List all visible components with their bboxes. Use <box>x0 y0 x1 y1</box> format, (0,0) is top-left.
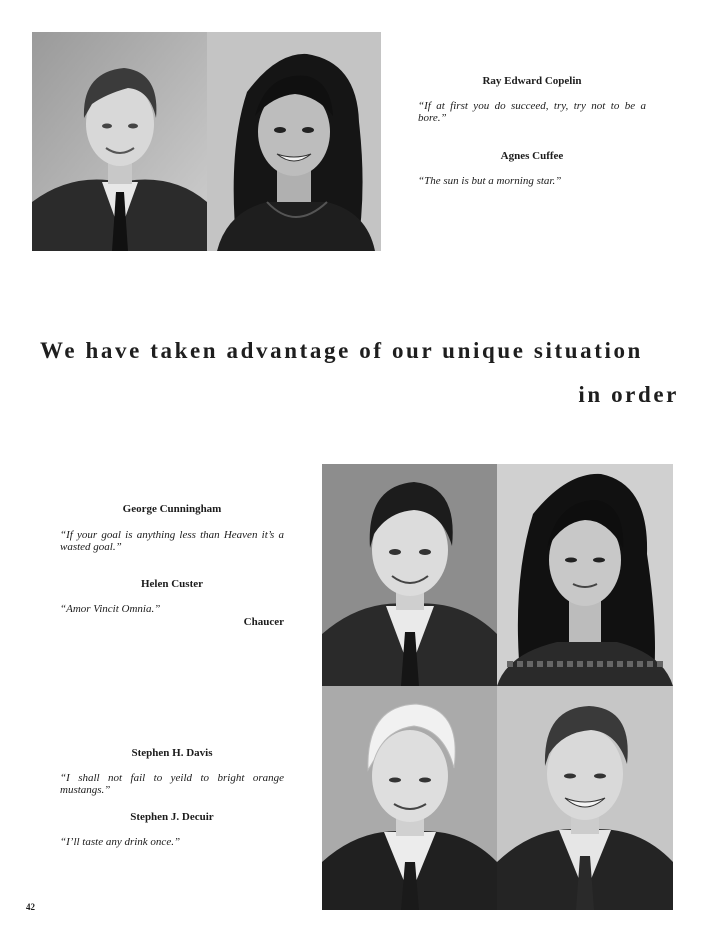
student-quote-copelin: “If at first you do succeed, try, try not to be a bore.” <box>418 100 646 124</box>
student-quote-custer: “Amor Vincit Omnia.” <box>60 603 161 615</box>
student-quote-decuir: “I’ll taste any drink once.” <box>60 836 181 848</box>
portrait-photo-cuffee <box>207 32 381 251</box>
portrait-photo-icon <box>207 32 381 251</box>
student-quote-cunningham: “If your goal is anything less than Heaven it’s a wasted goal.” <box>60 529 284 553</box>
student-quote-h-davis: “I shall not fail to yeild to bright orange mustangs.” <box>60 772 284 796</box>
portrait-photo-custer <box>497 464 673 686</box>
student-name-h-davis: Stephen H. Davis <box>131 747 213 759</box>
student-name-decuir: Stephen J. Decuir <box>130 811 214 823</box>
portrait-photo-icon <box>322 686 497 910</box>
headline-line-2: in order <box>578 382 679 407</box>
headline-line-1: We have taken advantage of our unique situation <box>40 338 643 363</box>
portrait-photo-icon <box>497 686 673 910</box>
student-name-cunningham: George Cunningham <box>122 503 222 515</box>
student-quote-cuffee: “The sun is but a morning star.” <box>418 175 562 187</box>
portrait-photo-copelin <box>32 32 207 251</box>
portrait-photo-decuir <box>497 686 673 910</box>
portrait-photo-cunningham <box>322 464 497 686</box>
portrait-photo-icon <box>497 464 673 686</box>
student-name-cuffee: Agnes Cuffee <box>500 150 564 162</box>
portrait-photo-icon <box>32 32 207 251</box>
portrait-photo-h-davis <box>322 686 497 910</box>
quote-attribution-chaucer: Chaucer <box>243 616 284 628</box>
page-number: 42 <box>26 902 35 912</box>
student-name-copelin: Ray Edward Copelin <box>482 75 582 87</box>
student-name-custer: Helen Custer <box>140 578 203 590</box>
portrait-photo-icon <box>322 464 497 686</box>
